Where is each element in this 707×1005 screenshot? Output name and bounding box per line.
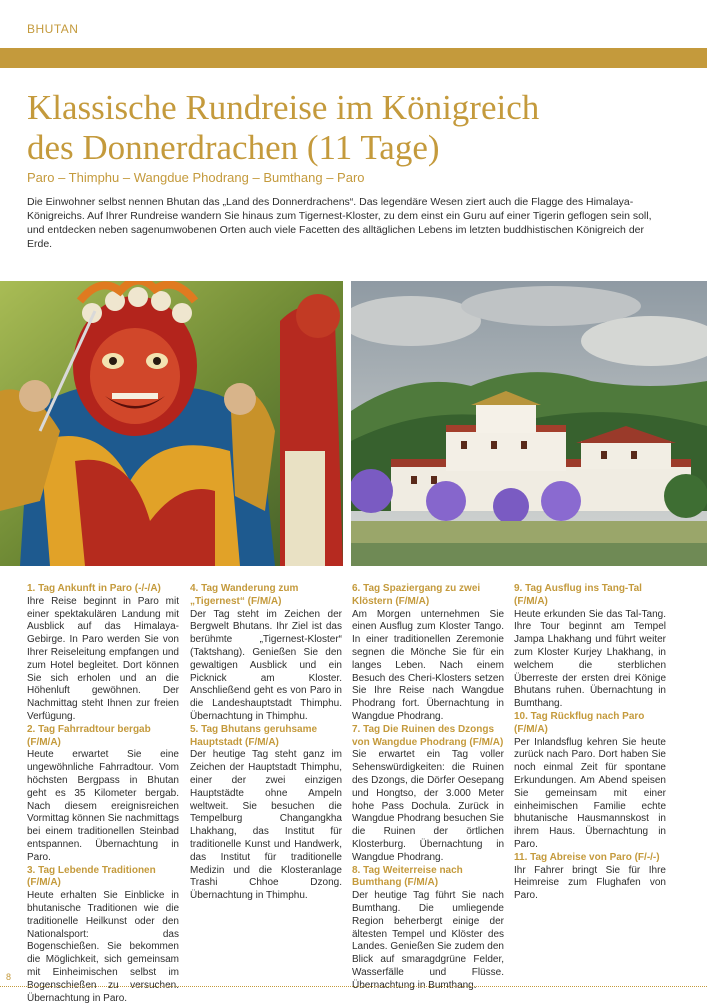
section-label: BHUTAN bbox=[27, 22, 79, 36]
punakha-dzong-photo bbox=[351, 281, 707, 566]
day-4-text: Der Tag steht im Zeichen der Bergwelt Bhutans. Ihr Ziel ist das berühmte „Tigernest-Kloster“ (Taktshang). Genießen Sie den gewaltigen Ausblick und ein Picknick am Kloster. Anschließend geht es von Paro in die Landeshauptstadt Thimphu. Übernachtung in Thimphu. bbox=[190, 608, 342, 722]
day-7-text: Sie erwartet ein Tag voller Sehenswürdigkeiten: die Ruinen des Dzongs, die Dörfer Oesepang und Hongtso, der 3.000 Meter hohe Pass Dochula. Zurück in Wangdue Phodrang besuchen Sie die Ruinen der örtlichen Klosterburg. Übernachtung in Wangdue Phodrang. bbox=[352, 749, 504, 863]
day-1-text: Ihre Reise beginnt in Paro mit einer spektakulären Landung mit Ausblick auf das Himalaya-Gebirge. In Paro werden Sie von Ihrer Reiseleitung empfangen und zum Hotel begleitet. Dort können Sie sich erholen und an die Höhenluft gewöhnen. Der Nachmittag steht Ihnen zur freien Verfügung. bbox=[27, 595, 179, 722]
route-subtitle: Paro – Thimphu – Wangdue Phodrang – Bumthang – Paro bbox=[27, 170, 365, 185]
title-line-1: Klassische Rundreise im Königreich bbox=[27, 88, 540, 127]
day-6-text: Am Morgen unternehmen Sie einen Ausflug zum Kloster Tango. In einer traditionellen Zeremonie segnen die Mönche Sie für ein langes Leben. Nach einem Besuch des Cheri-Klosters setzen Sie Ihre Reise nach Wangdue Phodrang fort. Übernachtung in Wangdue Phodrang. bbox=[352, 608, 504, 722]
day-2-title: 2. Tag Fahrradtour bergab (F/M/A) bbox=[27, 723, 151, 748]
day-1-title: 1. Tag Ankunft in Paro (-/-/A) bbox=[27, 583, 161, 594]
day-10-title: 10. Tag Rückflug nach Paro (F/M/A) bbox=[514, 710, 645, 735]
title-line-2: des Donnerdrachen (11 Tage) bbox=[27, 128, 440, 167]
header-band bbox=[0, 48, 707, 68]
intro-paragraph: Die Einwohner selbst nennen Bhutan das „Land des Donnerdrachens“. Das legendäre Wesen ziert auch die Flagge des Himalaya-Königreichs. Auf Ihrer Rundreise wandern Sie hinaus zum Tigernest-Kloster, zu dem einst ein Guru auf einer Tigerin geflogen sein soll, und entdecken neben sagenumwobenen Orten auch viele Facetten des alltäglichen Lebens im letzten buddhistischen Königreich der Erde. bbox=[27, 196, 652, 250]
day-10-text: Per Inlandsflug kehren Sie heute zurück nach Paro. Dort haben Sie noch einmal Zeit für spontane Erkundungen. Am Abend speisen Sie gemeinsam mit einer einheimischen Familie echte bhutanische Hausmannskost in ihrem Haus. Übernachtung in Paro. bbox=[514, 736, 666, 850]
page-title bbox=[27, 88, 687, 168]
day-9-title: 9. Tag Ausflug ins Tang-Tal (F/M/A) bbox=[514, 583, 642, 607]
footer-dotted-rule bbox=[0, 986, 707, 987]
day-11-text: Ihr Fahrer bringt Sie für Ihre Heimreise zum Flughafen von Paro. bbox=[514, 864, 666, 902]
masked-dancer-illustration bbox=[0, 281, 343, 566]
day-3-title: 3. Tag Lebende Traditionen (F/M/A) bbox=[27, 864, 156, 889]
day-2-text: Heute erwartet Sie eine ungewöhnliche Fahrradtour. Vom höchsten Bergpass in Bhutan geht es 35 Kilometer bergab. Nach diesem ereignisreichen Vormittag können Sie nachmittags bei einem traditionellen Steinbad entspannen. Übernachtung in Paro. bbox=[27, 749, 179, 863]
day-3-text: Heute erhalten Sie Einblicke in bhutanische Traditionen wie die traditionelle Heilkunst oder den Nationalsport: das Bogenschießen. Sie bekommen die Möglichkeit, sich gemeinsam mit Einheimischen selbst im Bogenschießen zu versuchen. Übernachtung in Paro. bbox=[27, 890, 179, 1004]
day-8-text: Der heutige Tag führt Sie nach Bumthang. Die umliegende Region beherbergt einige der ältesten Tempel und Klöster des Landes. Genießen Sie zudem den Blick auf smaragdgrüne Felder, Wasserfälle und Flüsse. Übernachtung in Bumthang. bbox=[352, 890, 504, 991]
itinerary-column-4 bbox=[514, 583, 666, 903]
day-8-title: 8. Tag Weiterreise nach Bumthang (F/M/A) bbox=[352, 864, 463, 889]
itinerary-column-3 bbox=[352, 583, 504, 993]
dzong-illustration bbox=[351, 281, 707, 566]
day-7-title: 7. Tag Die Ruinen des Dzongs von Wangdue Phodrang (F/M/A) bbox=[352, 723, 504, 748]
day-5-title: 5. Tag Bhutans geruhsame Hauptstadt (F/M/A) bbox=[190, 723, 318, 748]
masked-dancer-photo bbox=[0, 281, 343, 566]
day-5-text: Der heutige Tag steht ganz im Zeichen der Hauptstadt Thimphu, einer der zwei einzigen Hauptstädte ohne Ampeln weltweit. Sie besuchen die Tempelburg Changangkha Lhakhang, das Institut für traditionelle Kunst und Handwerk, das Institut für traditionelle Medizin und die Klosteranlage Trashi Chhoe Dzong. Übernachtung in Thimphu. bbox=[190, 749, 342, 902]
page-number: 8 bbox=[6, 972, 12, 982]
day-4-title: 4. Tag Wanderung zum „Tigernest“ (F/M/A) bbox=[190, 583, 299, 607]
day-9-text: Heute erkunden Sie das Tal-Tang. Ihre Tour beginnt am Tempel Jampa Lhakhang und führt weiter zum Kloster Kurjey Lhakhang, in welchem die sterblichen Überreste der ersten drei Könige Bhutans ruhen. Übernachtung in Bumthang. bbox=[514, 608, 666, 710]
day-6-title: 6. Tag Spaziergang zu zwei Klöstern (F/M/A) bbox=[352, 583, 481, 607]
itinerary-column-1 bbox=[27, 583, 179, 1005]
itinerary-column-2 bbox=[190, 583, 342, 903]
day-11-title: 11. Tag Abreise von Paro (F/-/-) bbox=[514, 851, 660, 863]
